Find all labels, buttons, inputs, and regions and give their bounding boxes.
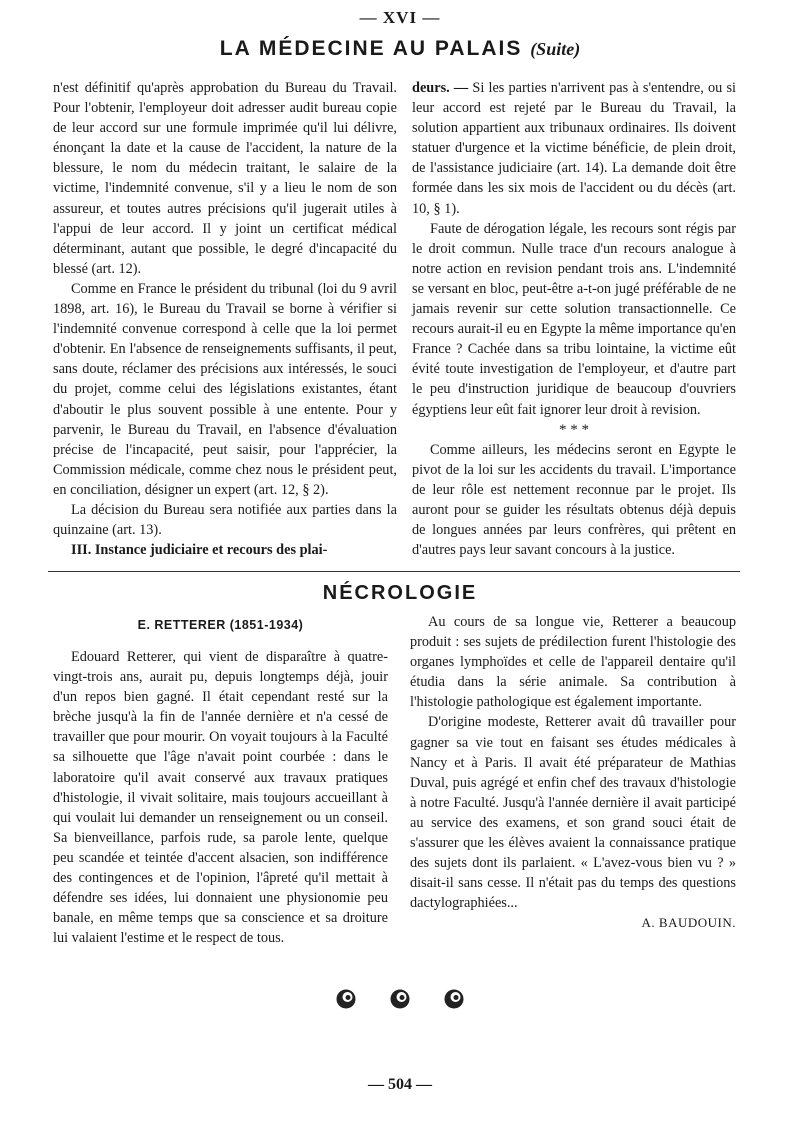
ornament-icon [335,988,357,1010]
page-number: — 504 — [368,1076,432,1093]
paragraph: Comme en France le président du tribunal (loi du 9 avril 1898, art. 16), le Bureau du Travail se borne à vérifier si l'indemnité convenue correspond à celle que la loi permet d'obtenir. En l'absence de renseignements suffisants, il peut, sans doute, réclamer des précisions aux intéressés, le souci du projet, comme celui des législations existantes, étant d'aboutir le plus souvent possible à une entente. Pour y parvenir, le Bureau du Travail, en l'absence d'évaluation précise de l'incapacité, peut saisir, pour l'apprécier, la Commission médicale, comme chez nous le président peut, en conciliation, désigner un expert (art. 12, § 2). [53,280,397,498]
necrology-subtitle: E. RETTERER (1851-1934) [137,618,304,632]
paragraph: Au cours de sa longue vie, Retterer a beaucoup produit : ses sujets de prédilection furent l'histologie des organes lymphoïdes et celle de l'appareil dentaire qu'il étudia dans la série animale. Sa contribution à l'histologie pathologique est également importante. [410,614,736,711]
paragraph-text: Si les parties n'arrivent pas à s'entendre, ou si leur accord est rejeté par le Bureau du Travail, la solution appartient aux tribunaux ordinaires. Ils doivent statuer d'urgence et la victime bénéficie, de plein droit, de l'assistance judiciaire (art. 14). La demande doit être formée dans les six mois de l'accident ou du décès (art. 10, § 1). [412,80,736,217]
article-title: LA MÉDECINE AU PALAIS [219,37,523,60]
paragraph: Comme ailleurs, les médecins seront en Egypte le pivot de la loi sur les accidents du travail. L'importance de leur rôle est nettement reconnue par le projet. Ils auront pour se guider les résultats obtenus déjà depuis de longues années par leurs confrères, qui prêtent en d'autres pays leur savant concours à la justice. [412,441,736,559]
necrology-left-column [53,647,388,948]
ornament-row [0,988,800,1015]
paragraph: D'origine modeste, Retterer avait dû travailler pour gagner sa vie tout en faisant ses études médicales à Nancy et à Paris. Il avait été préparateur de Mathias Duval, puis agrégé et enfin chef des travaux d'histologie à notre Faculté. Jusqu'à l'année dernière il avait participé au service des examens, et son grand souci était de s'assurer que les élèves avaient la connaissance pratique des sujets dont ils parlaient. « L'avez-vous bien vu ? » disait-il sans cesse. Il n'était pas du temps des questions dactylographiées... [410,714,736,912]
section-divider [48,571,740,572]
paragraph: La décision du Bureau sera notifiée aux parties dans la quinzaine (art. 13). [53,501,397,539]
ornament-icon [389,988,411,1010]
left-column-top [53,78,397,560]
paragraph [412,219,736,420]
author-signature: A. BAUDOUIN. [641,915,736,931]
right-column-top [412,78,736,560]
paragraph: Edouard Retterer, qui vient de disparaître à quatre-vingt-trois ans, aurait pu, depuis longtemps déjà, jouir d'un repos bien gagné. Il était cependant resté sur la brèche jusqu'à la fin de l'année dernière et n'a cessé de travailler que pour mourir. On voyait toujours à la Faculté sa silhouette que l'âge n'avait point courbée : dans le laboratoire qu'il avait conservé aux travaux pratiques d'histologie, il vivait solitaire, mais toujours accueillant à qui voulait lui demander un renseignement ou un conseil. Sa bienveillance, parfois rude, sa parole lente, quelque peu scandée et teintée d'accent alsacien, son indifférence des contingences et de l'opinion, l'âpreté qu'il mettait à défendre ses idées, lui donnaient une physionomie peu banale, en même temps que sa conscience et sa droiture lui valaient l'estime et le respect de tous. [53,649,388,947]
paragraph-text: Faute de dérogation légale, les recours sont régis par le droit commun. Nulle trace d'un recours analogue à notre action en revision pendant trois ans. L'indemnité se versant en bloc, peut-être a-t-on jugé préférable de ne jamais revenir sur cette solution transactionnelle. Ce recours aurait-il eu en Egypte la même importance qu'en France ? Cachée dans sa tribu lointaine, la victime eût évité toute investigation de l'employeur, et d'autre part le peu d'instruction juridique de beaucoup d'ouvriers égyptiens leur eût fait ignorer leur droit à revision. [412,220,736,418]
article-header [0,37,800,61]
necrology-right-column [410,612,736,934]
section-roman-numeral: — XVI — [359,8,441,27]
article-suite: (Suite) [530,39,581,59]
section-heading: III. Instance judiciaire et recours des plai- [71,542,328,559]
section-separator: * * * [559,421,589,438]
heading-continuation: deurs. — [412,80,473,96]
paragraph [412,78,736,219]
necrology-title: NÉCROLOGIE [322,582,478,604]
ornament-icon [443,988,465,1010]
paragraph: n'est définitif qu'après approbation du Bureau du Travail. Pour l'obtenir, l'employeur doit adresser audit bureau copie de leur accord sur une formule imprimée qu'il lui délivre, énonçant la date et la cause de l'accident, la nature de la blessure, le nom du médecin traitant, le salaire de la victime, l'indemnité convenue, s'il y a lieu le nom de son assureur, et toutes autres précisions qu'il jugerait utiles à l'appui de leur accord. Il y joint un certificat médical déterminant, autant que possible, le degré d'incapacité du blessé (art. 12). [53,80,397,277]
